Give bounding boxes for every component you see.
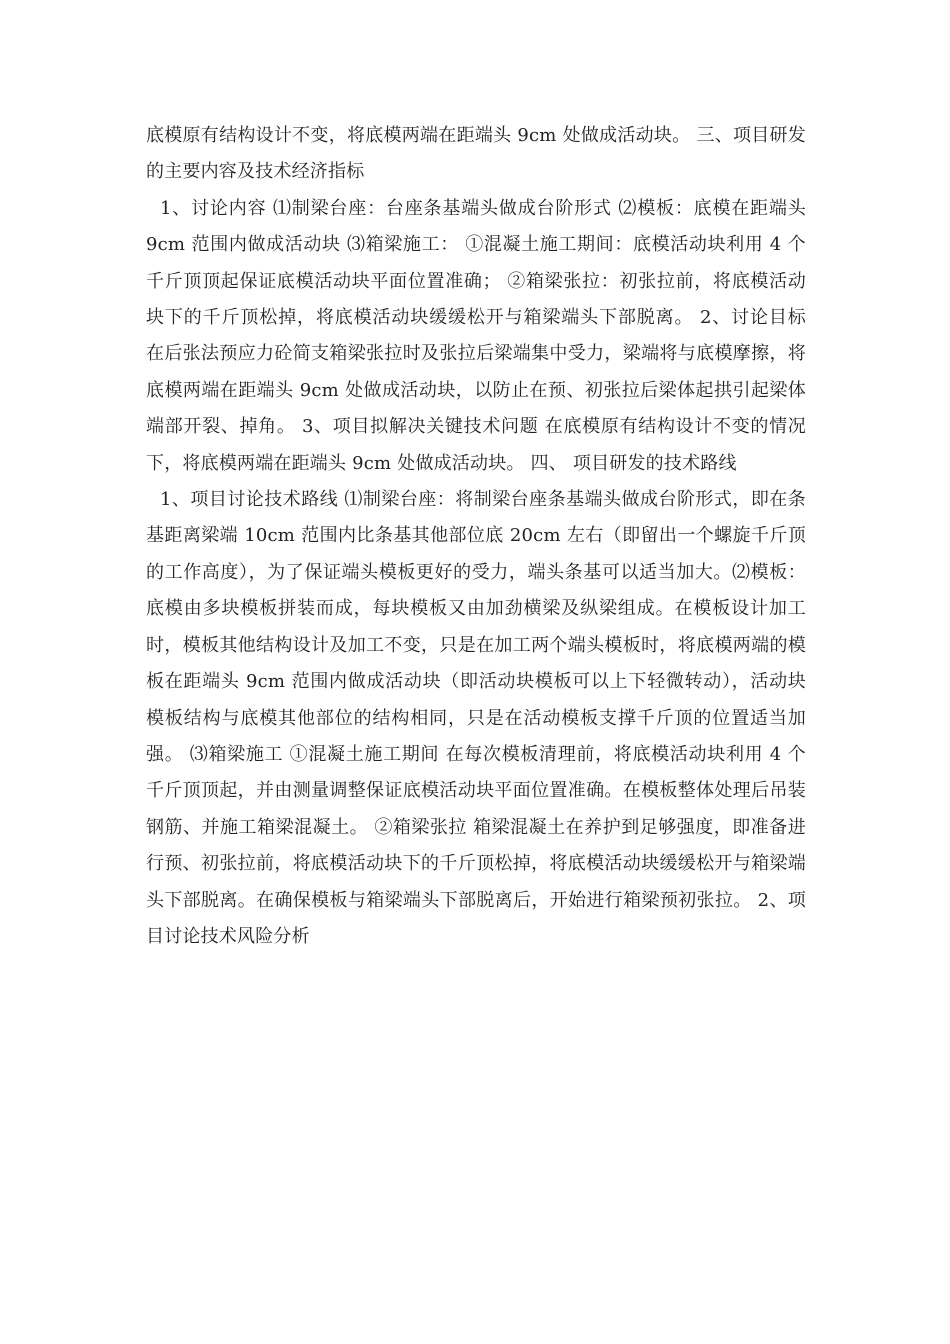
document-body (146, 118, 806, 955)
paragraph-intro: 底模原有结构设计不变，将底模两端在距端头 9cm 处做成活动块。 三、项目研发的主要内容及技术经济指标 (146, 125, 806, 183)
paragraph-technical-route: 1、项目讨论技术路线 ⑴制梁台座：将制梁台座条基端头做成台阶形式，即在条基距离梁端 10cm 范围内比条基其他部位底 20cm 左右（即留出一个螺旋千斤顶的工作高度），为了保证端头模板更好的受力，端头条基可以适当加大。⑵模板：底模由多块模板拼装而成，每块模板又由加劲横梁及纵梁组成。在模板设计加工时，模板其他结构设计及加工不变，只是在加工两个端头模板时，将底模两端的模板在距端头 9cm 范围内做成活动块（即活动块模板可以上下轻微转动），活动块模板结构与底模其他部位的结构相同，只是在活动模板支撑千斤顶的位置适当加强。 ⑶箱梁施工 ①混凝土施工期间 在每次模板清理前，将底模活动块利用 4 个千斤顶顶起，并由测量调整保证底模活动块平面位置准确。在模板整体处理后吊装钢筋、并施工箱梁混凝土。 ②箱梁张拉 箱梁混凝土在养护到足够强度，即准备进行预、初张拉前，将底模活动块下的千斤顶松掉，将底模活动块缓缓松开与箱梁端头下部脱离。在确保模板与箱梁端头下部脱离后，开始进行箱梁预初张拉。 2、项目讨论技术风险分析 (146, 489, 806, 947)
paragraph-research-content: 1、讨论内容 ⑴制梁台座：台座条基端头做成台阶形式 ⑵模板：底模在距端头 9cm 范围内做成活动块 ⑶箱梁施工： ①混凝土施工期间：底模活动块利用 4 个千斤顶顶起保证底模活动块平面位置准确； ②箱梁张拉：初张拉前，将底模活动块下的千斤顶松掉，将底模活动块缓缓松开与箱梁端头下部脱离。 2、讨论目标 在后张法预应力砼简支箱梁张拉时及张拉后梁端集中受力，梁端将与底模摩擦，将底模两端在距端头 9cm 处做成活动块，以防止在预、初张拉后梁体起拱引起梁体端部开裂、掉角。 3、项目拟解决关键技术问题 在底模原有结构设计不变的情况下，将底模两端在距端头 9cm 处做成活动块。 四、 项目研发的技术路线 (146, 197, 806, 474)
